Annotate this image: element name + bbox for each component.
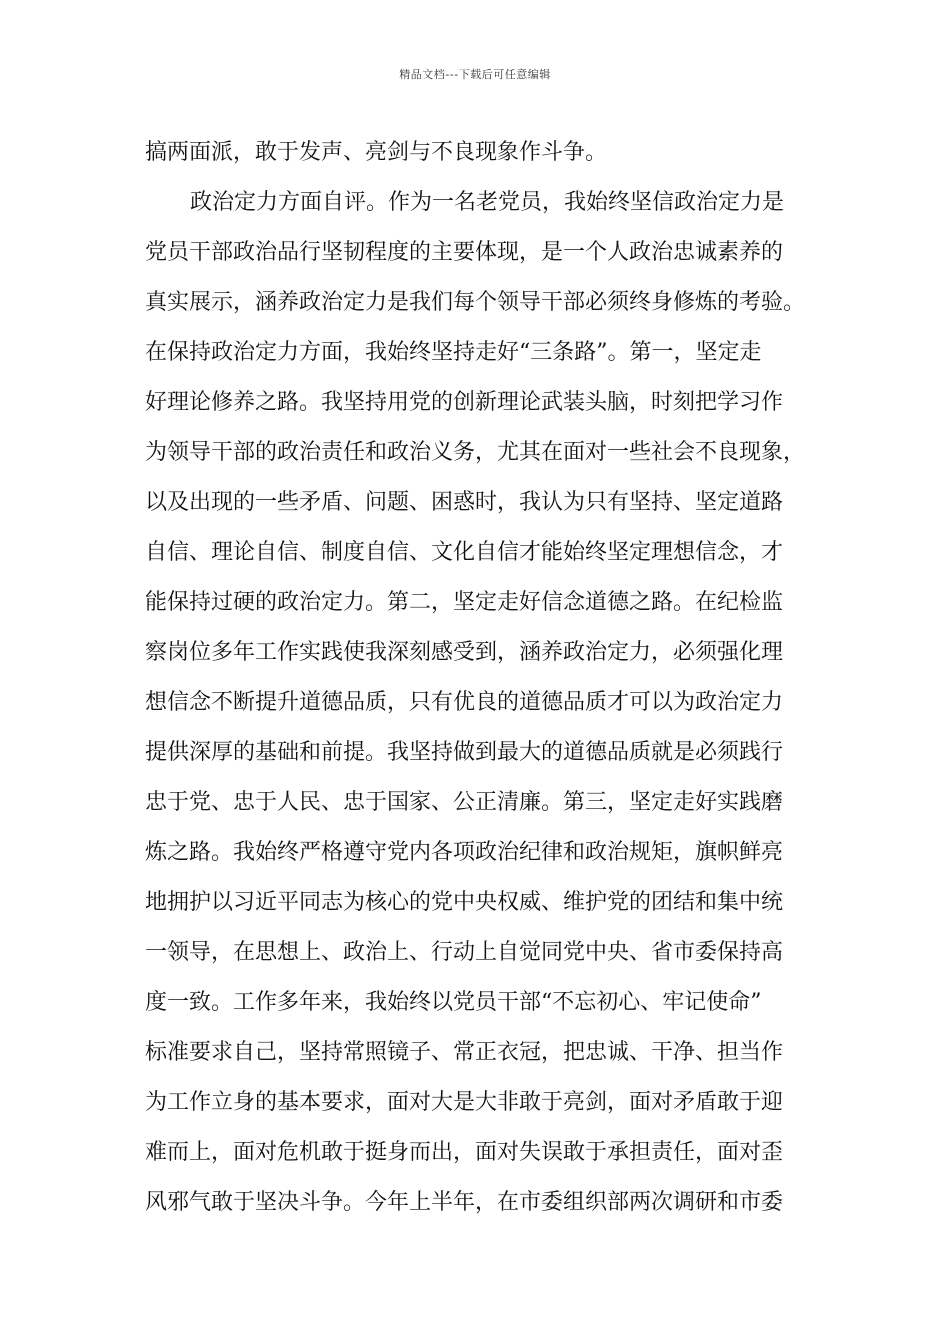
text-line: 在保持政治定力方面，我始终坚持走好“三条路”。第一，坚定走 [145, 340, 762, 365]
text-line: 能保持过硬的政治定力。第二，坚定走好信念道德之路。在纪检监 [145, 590, 784, 615]
text-line: 度一致。工作多年来，我始终以党员干部“不忘初心、牢记使命” [145, 990, 762, 1015]
text-line: 标准要求自己，坚持常照镜子、常正衣冠，把忠诚、干净、担当作 [145, 1040, 784, 1065]
text-line: 政治定力方面自评。作为一名老党员，我始终坚信政治定力是 [190, 190, 785, 215]
text-line: 风邪气敢于坚决斗争。今年上半年，在市委组织部两次调研和市委 [145, 1190, 784, 1215]
text-line: 想信念不断提升道德品质，只有优良的道德品质才可以为政治定力 [145, 690, 784, 715]
text-line: 以及出现的一些矛盾、问题、困惑时，我认为只有坚持、坚定道路 [145, 490, 784, 515]
text-line: 忠于党、忠于人民、忠于国家、公正清廉。第三，坚定走好实践磨 [145, 790, 784, 815]
text-line: 真实展示，涵养政治定力是我们每个领导干部必须终身修炼的考验。 [145, 290, 806, 315]
text-line: 难而上，面对危机敢于挺身而出，面对失误敢于承担责任，面对歪 [145, 1140, 784, 1165]
text-line: 搞两面派，敢于发声、亮剑与不良现象作斗争。 [145, 140, 608, 165]
text-line: 提供深厚的基础和前提。我坚持做到最大的道德品质就是必须践行 [145, 740, 784, 765]
text-line: 炼之路。我始终严格遵守党内各项政治纪律和政治规矩，旗帜鲜亮 [145, 840, 784, 865]
text-line: 为工作立身的基本要求，面对大是大非敢于亮剑，面对矛盾敢于迎 [145, 1090, 784, 1115]
text-line: 为领导干部的政治责任和政治义务，尤其在面对一些社会不良现象， [145, 440, 806, 465]
page-header: 精品文档---下载后可任意编辑 [399, 68, 551, 81]
text-line: 党员干部政治品行坚韧程度的主要体现，是一个人政治忠诚素养的 [145, 240, 784, 265]
text-line: 地拥护以习近平同志为核心的党中央权威、维护党的团结和集中统 [145, 890, 784, 915]
text-line: 察岗位多年工作实践使我深刻感受到，涵养政治定力，必须强化理 [145, 640, 784, 665]
text-line: 好理论修养之路。我坚持用党的创新理论武装头脑，时刻把学习作 [145, 390, 784, 415]
text-line: 一领导，在思想上、政治上、行动上自觉同党中央、省市委保持高 [145, 940, 784, 965]
text-line: 自信、理论自信、制度自信、文化自信才能始终坚定理想信念，才 [145, 540, 784, 565]
